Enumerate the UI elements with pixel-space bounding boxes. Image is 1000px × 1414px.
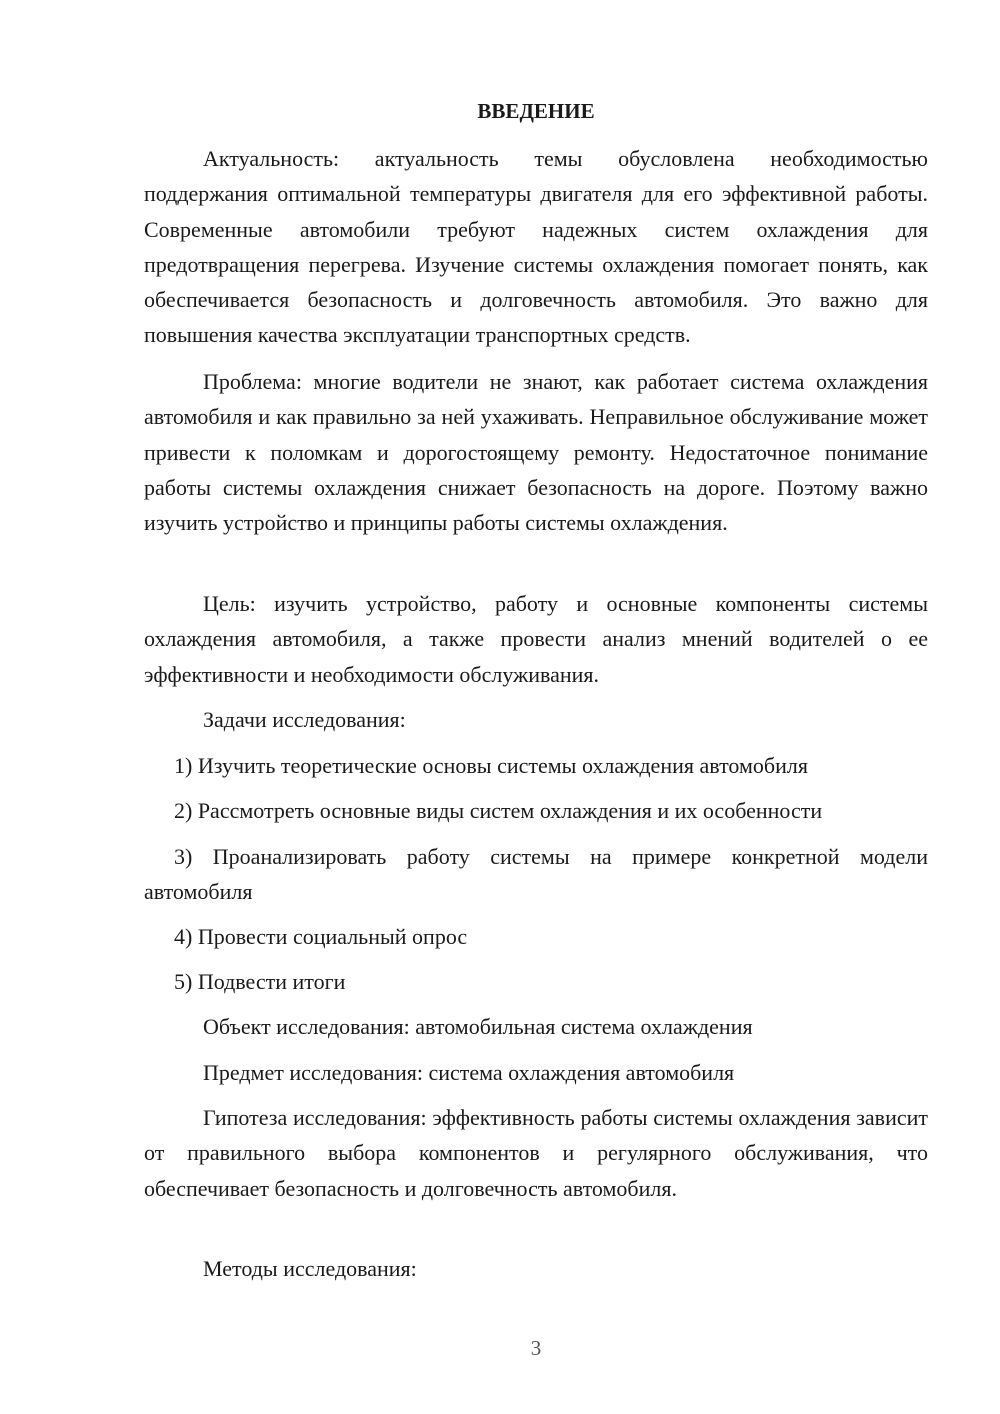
task-item-4: 4) Провести социальный опрос <box>174 924 468 949</box>
methods-heading: Методы исследования: <box>203 1256 417 1281</box>
relevance-paragraph: Актуальность: актуальность темы обусловлена необходимостью поддержания оптимальной температуры двигателя для его эффективной работы. Современные автомобили требуют надежных систем охлаждения для предотвращения перегрева. Изучение системы охлаждения помогает понять, как обеспечивается безопасность и долговечность автомобиля. Это важно для повышения качества эксплуатации транспортных средств. <box>144 146 928 348</box>
document-page <box>144 0 928 1414</box>
task-item-2: 2) Рассмотреть основные виды систем охлаждения и их особенности <box>174 798 823 823</box>
subject-paragraph: Предмет исследования: система охлаждения автомобиля <box>203 1060 735 1085</box>
object-paragraph: Объект исследования: автомобильная система охлаждения <box>203 1014 753 1039</box>
problem-paragraph: Проблема: многие водители не знают, как работает система охлаждения автомобиля и как правильно за ней ухаживать. Неправильное обслуживание может привести к поломкам и дорогостоящему ремонту. Недостаточное понимание работы системы охлаждения снижает безопасность на дороге. Поэтому важно изучить устройство и принципы работы системы охлаждения. <box>144 369 928 536</box>
task-item-3: 3) Проанализировать работу системы на примере конкретной модели автомобиля <box>144 844 928 905</box>
task-item-5: 5) Подвести итоги <box>174 969 346 994</box>
hypothesis-paragraph: Гипотеза исследования: эффективность работы системы охлаждения зависит от правильного выбора компонентов и регулярного обслуживания, что обеспечивает безопасность и долговечность автомобиля. <box>144 1105 928 1201</box>
task-item-1: 1) Изучить теоретические основы системы охлаждения автомобиля <box>174 753 808 778</box>
goal-paragraph: Цель: изучить устройство, работу и основные компоненты системы охлаждения автомобиля, а также провести анализ мнений водителей о ее эффективности и необходимости обслуживания. <box>144 591 928 687</box>
page-title: ВВЕДЕНИЕ <box>477 99 595 123</box>
page-number: 3 <box>530 1336 542 1360</box>
tasks-heading: Задачи исследования: <box>203 707 406 732</box>
